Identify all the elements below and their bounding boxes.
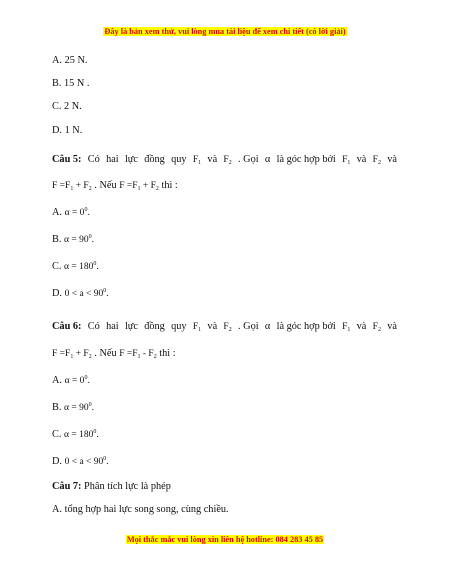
question-5-option-d: D. $0 < a < 90^0$. [52,288,109,299]
prev-option-d: D. 1 N. [52,125,83,136]
question-5-option-b: B. $\alpha = 90^0$. [52,234,94,245]
word: . Gọi [238,321,259,332]
question-7-label: Câu 7: [52,481,82,492]
force-f2: $F_2$ [223,322,232,333]
word: hai [106,154,119,165]
question-6-line-1 [52,321,397,332]
preview-notice-text: Đây là bản xem thử, vui lòng mua tài liệu để xem chi tiết (có lời giải) [104,27,346,36]
question-7-text: Phân tích lực là phép [84,481,171,492]
word: và [387,154,397,165]
question-7-option-a: A. tổng hợp hai lực song song, cùng chiều. [52,504,229,515]
preview-notice-banner [0,27,450,36]
alpha-symbol: α [264,321,271,332]
question-7-line [52,481,171,492]
word: đồng [144,321,165,332]
question-6-label: Câu 6: [52,321,82,332]
word: và [207,321,218,332]
word: . Gọi [238,154,259,165]
question-6-option-d: D. $0 < a < 90^0$. [52,456,109,467]
force-f2: $F_2$ [223,155,232,166]
word: và [207,154,218,165]
word: đồng [144,154,165,165]
question-5-label: Câu 5: [52,154,82,165]
alpha-symbol: α [264,154,271,165]
force-f1: $F_1$ [342,322,351,333]
force-f1: $F_1$ [192,155,202,166]
word: hai [106,321,119,332]
word: và [356,321,367,332]
hotline-footer [0,535,450,544]
force-f1: $F_1$ [342,155,351,166]
word: là góc hợp bởi [276,154,336,165]
word: và [356,154,367,165]
hotline-text: Mọi thắc mắc vui lòng xin liên hệ hotline: 084 283 45 85 [126,535,324,544]
word: quy [171,321,187,332]
question-6-option-b: B. $\alpha = 90^0$. [52,402,94,413]
word: Có [87,154,100,165]
prev-option-b: B. 15 N . [52,78,90,89]
word: lực [124,154,138,165]
prev-option-c: C. 2 N. [52,101,82,112]
question-6-option-a: A. $\alpha = 0^0$. [52,375,90,386]
prev-option-a: A. 25 N. [52,55,88,66]
word: quy [171,154,187,165]
word: là góc hợp bởi [276,321,336,332]
word: Có [87,321,100,332]
question-6-condition: $F =F_1 + F_2$ . Nếu $F =F_1 - F_2$ thì : [52,348,176,360]
word: và [387,321,397,332]
question-5-condition: $F =F_1 + F_2$ . Nếu $F =F_1 + F_2$ thì : [52,180,178,192]
word: lực [124,321,138,332]
force-f2: $F_2$ [372,155,381,166]
question-5-line-1 [52,154,397,165]
force-f1: $F_1$ [192,322,202,333]
question-6-option-c: C. $\alpha = 180^0$. [52,429,99,440]
force-f2: $F_2$ [372,322,381,333]
question-5-option-a: A. $\alpha = 0^0$. [52,207,90,218]
question-5-option-c: C. $\alpha = 180^0$. [52,261,99,272]
